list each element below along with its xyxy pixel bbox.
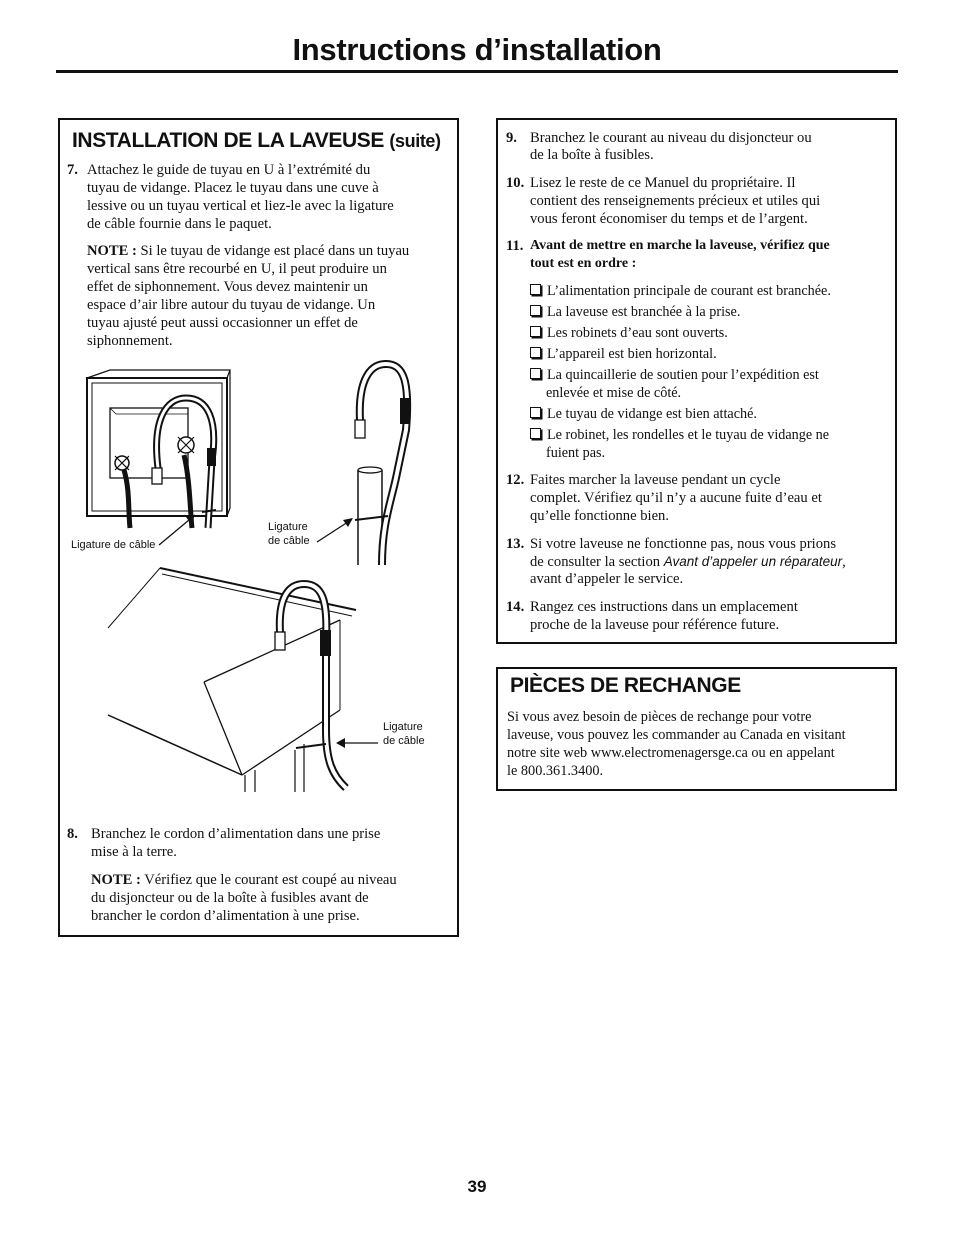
step-11-line: Avant de mettre en marche la laveuse, vérifiez que <box>530 238 830 253</box>
step-8-line: Branchez le cordon d’alimentation dans une prise <box>91 826 381 842</box>
title-rule <box>56 70 898 73</box>
note-2-line: du disjoncteur ou de la boîte à fusibles avant de <box>91 890 369 906</box>
laundry-tub-illustration <box>100 560 360 795</box>
figure-label-ligature: Ligature de câble <box>71 539 156 551</box>
checkbox-icon <box>530 326 541 337</box>
page-title: Instructions d’installation <box>292 32 662 67</box>
checklist-item-continuation: fuient pas. <box>546 445 606 461</box>
step-13-line: Si votre laveuse ne fonctionne pas, nous vous prions <box>530 536 837 552</box>
step-10-line: contient des renseignements précieux et utiles qui <box>530 193 821 209</box>
checkbox-icon <box>530 368 541 379</box>
figure-label-ligature-3-line-1: Ligature <box>383 721 423 733</box>
step-7-number: 7. <box>67 162 78 178</box>
step-10-line: Lisez le reste de ce Manuel du propriétaire. Il <box>530 175 796 191</box>
checklist-item-continuation: enlevée et mise de côté. <box>546 385 682 401</box>
step-10-number: 10. <box>506 175 525 191</box>
step-11-number: 11. <box>506 238 524 254</box>
note-1-line: tuyau ajusté peut aussi occasionner un effet de <box>87 315 358 331</box>
checkbox-icon <box>530 305 541 316</box>
installation-heading: INSTALLATION DE LA LAVEUSE (suite) <box>72 129 441 152</box>
arrow-icon <box>334 735 379 751</box>
parts-text-line: laveuse, vous pouvez les commander au Canada en visitant <box>507 727 846 743</box>
step-14-line: proche de la laveuse pour référence future. <box>530 617 780 633</box>
step-7-line: de câble fournie dans le paquet. <box>87 216 272 232</box>
checklist-item: La quincaillerie de soutien pour l’expédition est <box>530 366 819 384</box>
page-number: 39 <box>467 1177 487 1196</box>
step-7-line: lessive ou un tuyau vertical et liez-le avec la ligature <box>87 198 394 214</box>
step-9-number: 9. <box>506 130 517 146</box>
step-13-number: 13. <box>506 536 525 552</box>
step-12-line: complet. Vérifiez qu’il n’y a aucune fuite d’eau et <box>530 490 822 506</box>
checkbox-icon <box>530 284 541 295</box>
checklist-item: Les robinets d’eau sont ouverts. <box>530 324 728 342</box>
step-13-line: avant d’appeler le service. <box>530 571 684 587</box>
arrow-icon <box>155 505 205 550</box>
step-9-line: de la boîte à fusibles. <box>530 147 654 163</box>
note-1-line: effet de siphonnement. Vous devez maintenir un <box>87 279 368 295</box>
parts-text-line: notre site web www.electromenagersge.ca ou en appelant <box>507 745 835 761</box>
step-7-line: tuyau de vidange. Placez le tuyau dans une cuve à <box>87 180 379 196</box>
checkbox-icon <box>530 428 541 439</box>
note-2-line: brancher le cordon d’alimentation à une prise. <box>91 908 360 924</box>
step-7-line: Attachez le guide de tuyau en U à l’extrémité du <box>87 162 371 178</box>
parts-text-line: Si vous avez besoin de pièces de rechange pour votre <box>507 709 812 725</box>
arrow-icon <box>315 512 360 547</box>
checklist-item: Le robinet, les rondelles et le tuyau de vidange ne <box>530 426 829 444</box>
parts-text-line: le 800.361.3400. <box>507 763 604 779</box>
checklist-item: L’alimentation principale de courant est branchée. <box>530 282 831 300</box>
note-1-first-line: NOTE : Si le tuyau de vidange est placé dans un tuyau <box>87 243 410 259</box>
step-9-line: Branchez le courant au niveau du disjoncteur ou <box>530 130 812 146</box>
checkbox-icon <box>530 407 541 418</box>
step-10-line: vous feront économiser du temps et de l’argent. <box>530 211 808 227</box>
step-12-line: Faites marcher la laveuse pendant un cycle <box>530 472 781 488</box>
note-2-first-line: NOTE : Vérifiez que le courant est coupé au niveau <box>91 872 397 888</box>
step-14-number: 14. <box>506 599 525 615</box>
step-13-line: de consulter la section Avant d’appeler un réparateur, <box>530 554 846 570</box>
figure-label-ligature-2-line-2: de câble <box>268 535 310 547</box>
step-8-line: mise à la terre. <box>91 844 177 860</box>
step-8-number: 8. <box>67 826 78 842</box>
step-12-number: 12. <box>506 472 525 488</box>
step-14-line: Rangez ces instructions dans un emplacement <box>530 599 798 615</box>
figure-label-ligature-3-line-2: de câble <box>383 735 425 747</box>
checklist-item: La laveuse est branchée à la prise. <box>530 303 740 321</box>
note-1-line: vertical sans être recourbé en U, il peut produire un <box>87 261 387 277</box>
figure-label-ligature-2-line-1: Ligature <box>268 521 308 533</box>
step-11-line: tout est en ordre : <box>530 256 637 271</box>
checklist-item: Le tuyau de vidange est bien attaché. <box>530 405 757 423</box>
note-1-line: espace d’air libre autour du tuyau de vidange. Un <box>87 297 376 313</box>
note-1-line: siphonnement. <box>87 333 173 349</box>
checkbox-icon <box>530 347 541 358</box>
step-12-line: qu’elle fonctionne bien. <box>530 508 669 524</box>
replacement-parts-heading: PIÈCES DE RECHANGE <box>510 674 741 697</box>
checklist-item: L’appareil est bien horizontal. <box>530 345 717 363</box>
